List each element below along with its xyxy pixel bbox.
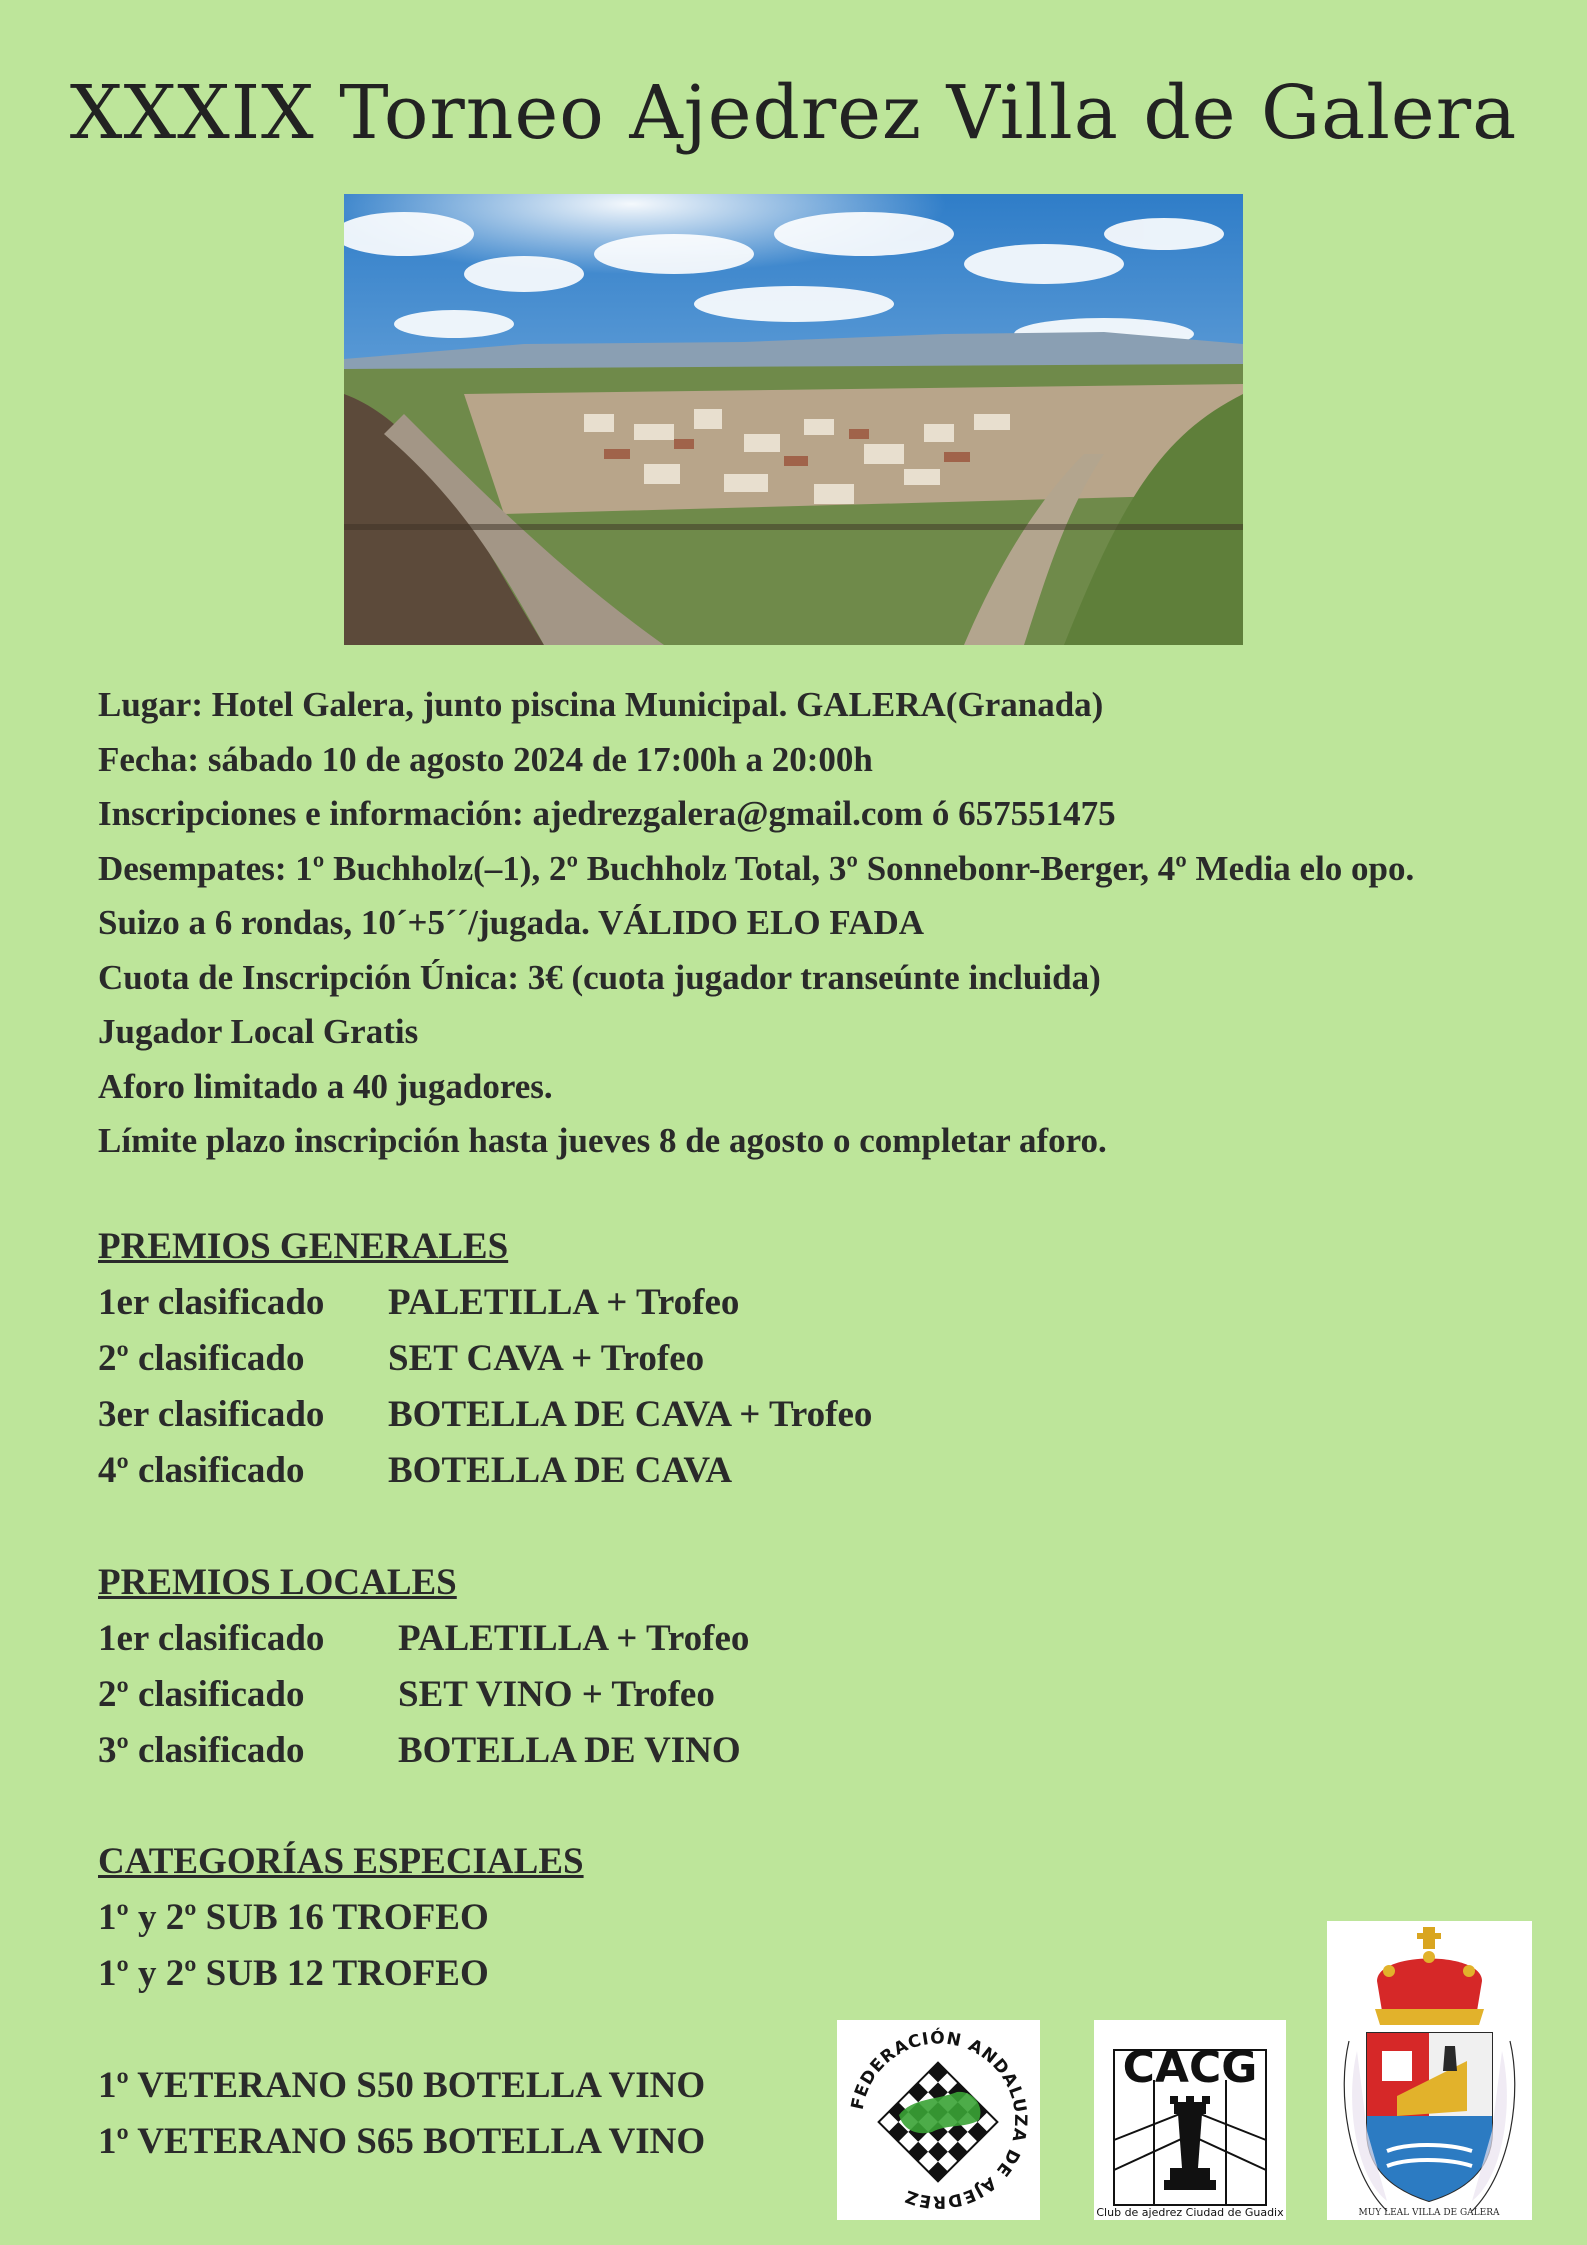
info-aforo: Aforo limitado a 40 jugadores. (98, 1066, 553, 1106)
info-sistema: Suizo a 6 rondas, 10´+5´´/jugada. VÁLIDO ELO FADA (98, 903, 925, 942)
section-heading: PREMIOS GENERALES (98, 1226, 509, 1267)
prize-row (98, 1331, 872, 1387)
prize-place: 3er clasificado (98, 1394, 325, 1435)
prize-row (98, 1443, 872, 1499)
section-heading: CATEGORÍAS ESPECIALES (98, 1841, 584, 1882)
info-fecha: Fecha: sábado 10 de agosto 2024 de 17:00h a 20:00h (98, 739, 873, 779)
event-info (98, 678, 1558, 1169)
galera-landscape-photo (344, 194, 1243, 645)
cacg-club-logo (1094, 2020, 1286, 2220)
prize-value: BOTELLA DE CAVA (388, 1450, 733, 1491)
prize-place: 2º clasificado (98, 1674, 305, 1715)
prize-place: 1er clasificado (98, 1282, 325, 1323)
prize-value: SET VINO + Trofeo (398, 1674, 715, 1715)
category-row: 1º y 2º SUB 12 TROFEO (98, 1953, 489, 1994)
prize-place: 4º clasificado (98, 1450, 305, 1491)
fada-logo-text: FEDERACIÓN ANDALUZA DE AJEDREZ (847, 2028, 1031, 2212)
premios-locales (98, 1555, 749, 1779)
info-lugar: Lugar: Hotel Galera, junto piscina Municipal. GALERA(Granada) (98, 685, 1104, 724)
info-inscripciones: Inscripciones e información: ajedrezgalera@gmail.com ó 657551475 (98, 794, 1116, 833)
category-row: 1º y 2º SUB 16 TROFEO (98, 1897, 489, 1938)
info-limite: Límite plazo inscripción hasta jueves 8 de agosto o completar aforo. (98, 1121, 1107, 1160)
section-heading: PREMIOS LOCALES (98, 1562, 457, 1603)
category-row: 1º VETERANO S65 BOTELLA VINO (98, 2121, 706, 2162)
galera-logo-text: MUY LEAL VILLA DE GALERA (1358, 2208, 1500, 2218)
prize-value: PALETILLA + Trofeo (398, 1618, 750, 1659)
info-desempates: Desempates: 1º Buchholz(–1), 2º Buchholz Total, 3º Sonnebonr-Berger, 4º Media elo opo. (98, 848, 1415, 888)
cacg-logo-text: CACG (1122, 2042, 1258, 2093)
prize-place: 3º clasificado (98, 1730, 305, 1771)
category-spacer (98, 2002, 705, 2058)
prize-value: PALETILLA + Trofeo (388, 1282, 740, 1323)
prize-value: BOTELLA DE CAVA + Trofeo (388, 1394, 873, 1435)
prize-value: BOTELLA DE VINO (398, 1730, 741, 1771)
category-row: 1º VETERANO S50 BOTELLA VINO (98, 2065, 706, 2106)
prize-value: SET CAVA + Trofeo (388, 1338, 705, 1379)
prize-row (98, 1723, 749, 1779)
prize-row (98, 1611, 749, 1667)
premios-generales (98, 1219, 872, 1499)
prize-row (98, 1387, 872, 1443)
categorias-especiales (98, 1834, 705, 2170)
prize-place: 2º clasificado (98, 1338, 305, 1379)
info-jugador-local: Jugador Local Gratis (98, 1012, 419, 1051)
galera-coat-of-arms (1327, 1921, 1532, 2220)
info-cuota: Cuota de Inscripción Única: 3€ (cuota jugador transeúnte incluida) (98, 957, 1101, 997)
prize-row (98, 1667, 749, 1723)
federacion-andaluza-logo (837, 2020, 1040, 2220)
prize-place: 1er clasificado (98, 1618, 325, 1659)
page-title: XXXIX Torneo Ajedrez Villa de Galera (69, 70, 1518, 156)
prize-row (98, 1275, 872, 1331)
cacg-logo-subtext: Club de ajedrez Ciudad de Guadix (1096, 2206, 1284, 2219)
